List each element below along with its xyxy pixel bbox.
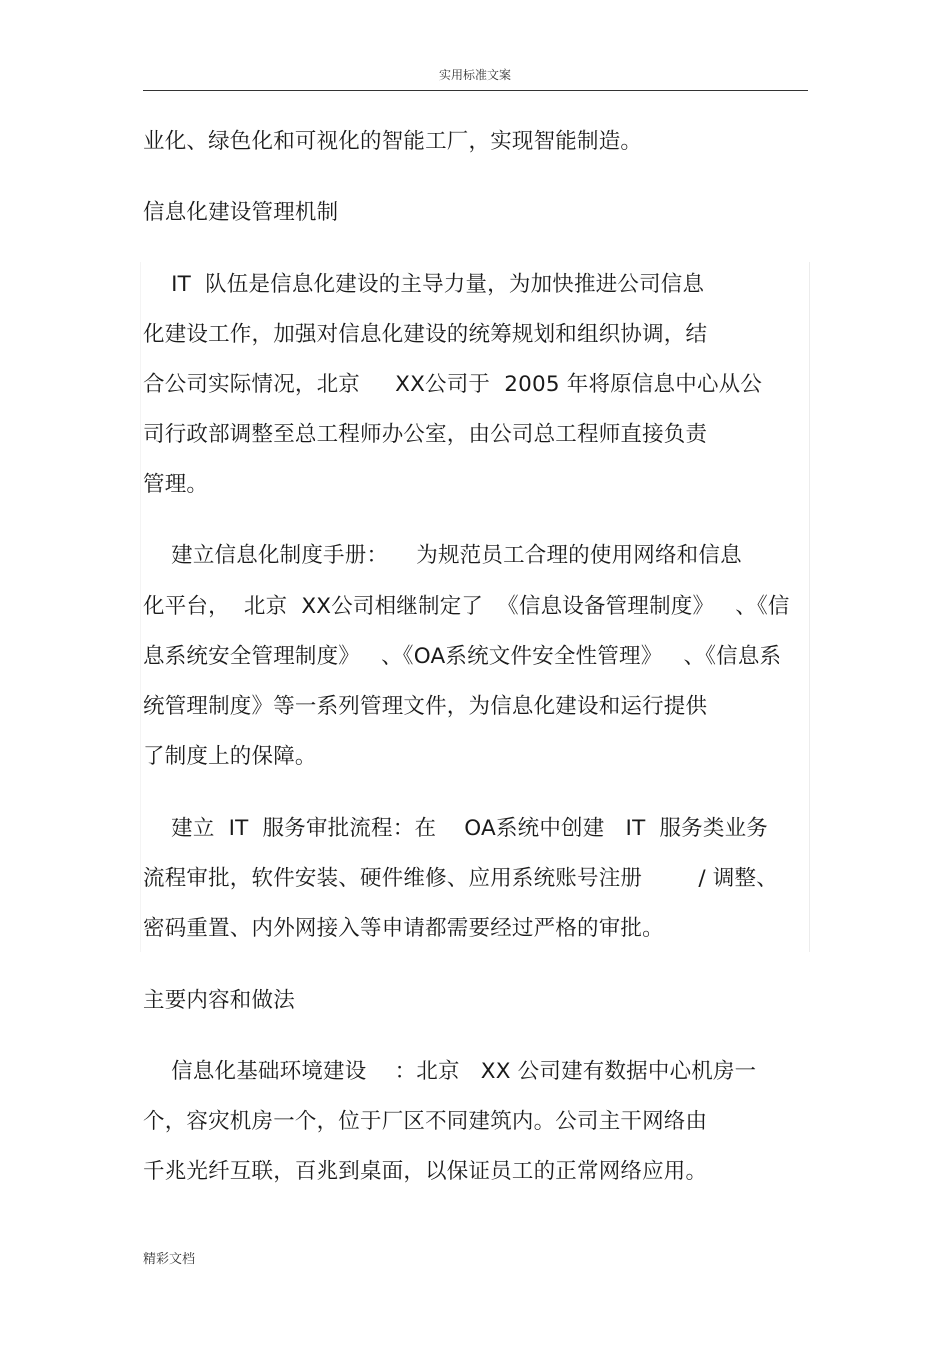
body-line: 业化、绿色化和可视化的智能工厂，实现智能制造。: [143, 129, 643, 154]
section-heading: 信息化建设管理机制: [143, 200, 339, 225]
header-divider: [143, 90, 808, 91]
body-line: 管理。: [143, 472, 209, 497]
body-line: 建立 IT 服务审批流程：在 OA系统中创建 IT 服务类业务: [143, 816, 768, 841]
body-line: 息系统安全管理制度》 、《OA系统文件安全性管理》 、《信息系: [143, 644, 782, 669]
body-line: 建立信息化制度手册： 为规范员工合理的使用网络和信息: [143, 543, 742, 568]
page-footer-label: 精彩文档: [143, 1252, 196, 1267]
body-line: 了制度上的保障。: [143, 744, 317, 769]
body-line: 化平台， 北京 XX公司相继制定了 《信息设备管理制度》 、《信: [143, 594, 790, 619]
body-line: 千兆光纤互联，百兆到桌面，以保证员工的正常网络应用。: [143, 1159, 708, 1184]
body-line: 司行政部调整至总工程师办公室，由公司总工程师直接负责: [143, 422, 708, 447]
body-line: 合公司实际情况，北京 XX公司于 2005 年将原信息中心从公: [143, 372, 763, 397]
body-line: IT 队伍是信息化建设的主导力量，为加快推进公司信息: [143, 272, 705, 297]
body-line: 化建设工作，加强对信息化建设的统筹规划和组织协调，结: [143, 322, 708, 347]
body-line: 个，容灾机房一个，位于厂区不同建筑内。公司主干网络由: [143, 1109, 708, 1134]
body-line: 信息化基础环境建设 ：北京 XX 公司建有数据中心机房一: [143, 1059, 757, 1084]
page-header-title: 实用标准文案: [438, 68, 511, 82]
body-line: 密码重置、内外网接入等申请都需要经过严格的审批。: [143, 916, 664, 941]
body-line: 流程审批，软件安装、硬件维修、应用系统账号注册 / 调整、: [143, 866, 778, 891]
section-heading: 主要内容和做法: [143, 988, 295, 1013]
body-line: 统管理制度》等一系列管理文件，为信息化建设和运行提供: [143, 694, 708, 719]
